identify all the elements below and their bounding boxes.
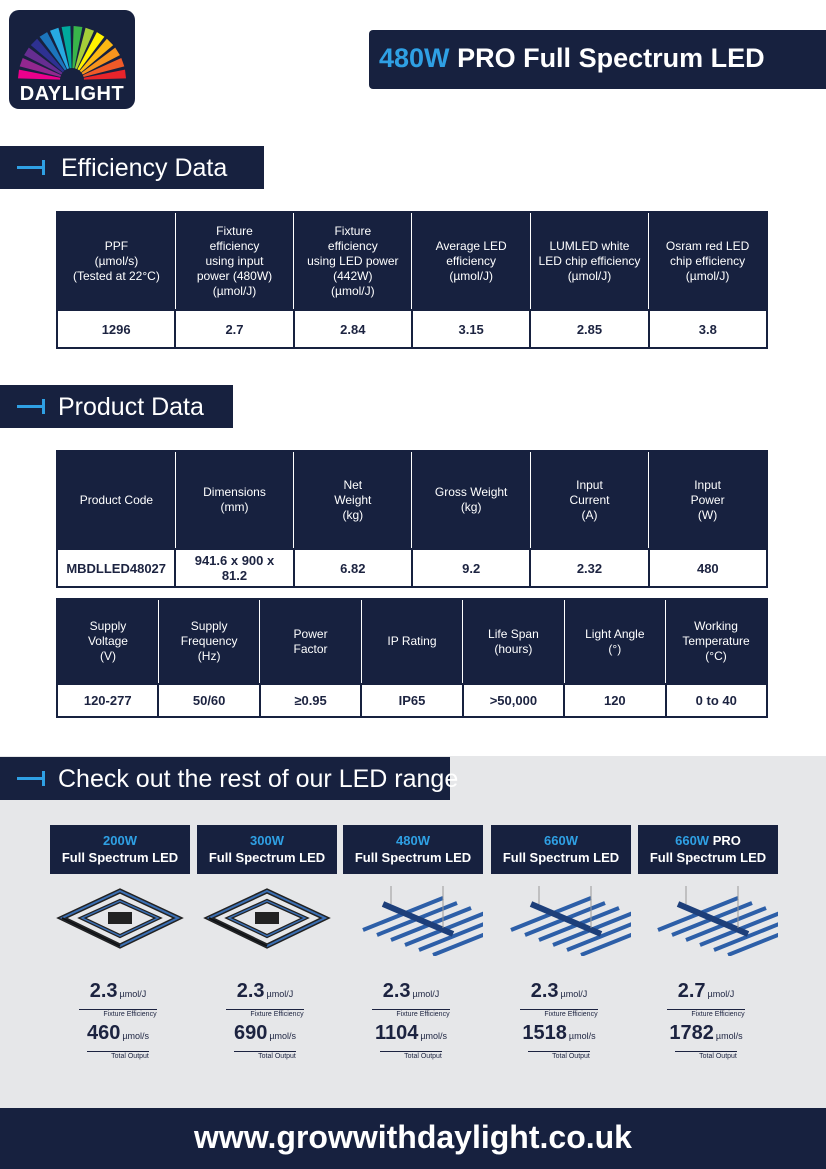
table-value-cell: 480 xyxy=(649,549,767,587)
range-card[interactable] xyxy=(638,825,778,956)
efficiency-stat xyxy=(48,980,188,1021)
table-value-cell: IP65 xyxy=(361,684,462,717)
table-header-cell: Input Current (A) xyxy=(530,451,648,549)
efficiency-stat xyxy=(636,980,776,1021)
output-stat xyxy=(636,1022,776,1063)
table-header-cell: Product Code xyxy=(57,451,175,549)
dash-icon xyxy=(17,777,45,780)
table-value-cell: ≥0.95 xyxy=(260,684,361,717)
output-unit: µmol/s xyxy=(715,1031,743,1041)
product-image xyxy=(638,886,778,956)
table-header-cell: Working Temperature (°C) xyxy=(666,599,767,684)
efficiency-label: Fixture Efficiency xyxy=(667,1009,744,1018)
range-card[interactable] xyxy=(343,825,483,956)
dash-icon xyxy=(17,166,45,169)
product-image xyxy=(197,886,337,956)
table-value-cell: MBDLLED48027 xyxy=(57,549,175,587)
table-header-cell: Gross Weight (kg) xyxy=(412,451,530,549)
efficiency-label: Fixture Efficiency xyxy=(372,1009,449,1018)
efficiency-value: 2.3 xyxy=(89,980,118,1002)
table-value-cell: 2.32 xyxy=(530,549,648,587)
output-value: 1518 xyxy=(522,1022,567,1044)
output-stat xyxy=(489,1022,629,1063)
output-unit: µmol/s xyxy=(269,1031,297,1041)
output-label: Total Output xyxy=(87,1051,149,1060)
range-card-label xyxy=(50,825,190,874)
table-header-cell: Average LED efficiency (µmol/J) xyxy=(412,212,530,310)
output-unit: µmol/s xyxy=(122,1031,150,1041)
table-header-cell: Supply Frequency (Hz) xyxy=(158,599,259,684)
range-card-label xyxy=(638,825,778,874)
efficiency-unit: µmol/J xyxy=(266,989,294,999)
efficiency-unit: µmol/J xyxy=(119,989,147,999)
brand-logo xyxy=(9,10,135,109)
title-wattage: 480W xyxy=(379,43,450,73)
table-header-cell: PPF (µmol/s) (Tested at 22°C) xyxy=(57,212,175,310)
section-efficiency-title: Efficiency Data xyxy=(61,154,228,182)
range-watt: 480W xyxy=(396,833,430,848)
page-title xyxy=(369,30,826,89)
product-image xyxy=(343,886,483,956)
table-value-cell: 2.84 xyxy=(294,310,412,348)
table-value-cell: 2.7 xyxy=(175,310,293,348)
square-fixture-icon xyxy=(209,891,325,946)
range-watt: 660W xyxy=(544,833,578,848)
range-watt: 300W xyxy=(250,833,284,848)
table-value-cell: >50,000 xyxy=(463,684,564,717)
product-image xyxy=(491,886,631,956)
logo-text: DAYLIGHT xyxy=(19,83,125,105)
range-card-label xyxy=(491,825,631,874)
efficiency-unit: µmol/J xyxy=(707,989,735,999)
range-label: Full Spectrum LED xyxy=(208,850,326,865)
range-label: Full Spectrum LED xyxy=(649,850,767,865)
efficiency-table xyxy=(56,211,768,349)
table-value-cell: 120-277 xyxy=(57,684,158,717)
output-value: 690 xyxy=(233,1022,268,1044)
section-product-header xyxy=(0,385,233,428)
range-card[interactable] xyxy=(197,825,337,956)
table-value-cell: 3.15 xyxy=(412,310,530,348)
square-fixture-icon xyxy=(62,891,178,946)
efficiency-unit: µmol/J xyxy=(412,989,440,999)
product-table-2 xyxy=(56,598,768,718)
range-label: Full Spectrum LED xyxy=(354,850,472,865)
bar-fixture-icon xyxy=(511,886,631,955)
table-header-cell: Light Angle (°) xyxy=(564,599,665,684)
section-product-title: Product Data xyxy=(58,393,204,421)
output-label: Total Output xyxy=(380,1051,442,1060)
efficiency-value: 2.3 xyxy=(530,980,559,1002)
output-stat xyxy=(341,1022,481,1063)
efficiency-value: 2.7 xyxy=(677,980,706,1002)
output-label: Total Output xyxy=(234,1051,296,1060)
table-header-cell: Input Power (W) xyxy=(649,451,767,549)
output-unit: µmol/s xyxy=(420,1031,448,1041)
range-watt: 200W xyxy=(103,833,137,848)
output-stat xyxy=(195,1022,335,1063)
table-value-cell: 6.82 xyxy=(294,549,412,587)
section-efficiency-header xyxy=(0,146,264,189)
table-header-cell: IP Rating xyxy=(361,599,462,684)
table-header-cell: Power Factor xyxy=(260,599,361,684)
output-stat xyxy=(48,1022,188,1063)
output-value: 1782 xyxy=(669,1022,714,1044)
title-name: PRO Full Spectrum LED xyxy=(457,43,765,73)
range-label: Full Spectrum LED xyxy=(61,850,179,865)
efficiency-label: Fixture Efficiency xyxy=(226,1009,303,1018)
range-card[interactable] xyxy=(491,825,631,956)
range-suffix: PRO xyxy=(709,833,741,848)
table-header-cell: Net Weight (kg) xyxy=(294,451,412,549)
table-header-cell: Life Span (hours) xyxy=(463,599,564,684)
table-value-cell: 120 xyxy=(564,684,665,717)
table-header-cell: LUMLED white LED chip efficiency (µmol/J) xyxy=(530,212,648,310)
output-value: 460 xyxy=(86,1022,121,1044)
dash-icon xyxy=(17,405,45,408)
table-value-cell: 0 to 40 xyxy=(666,684,767,717)
efficiency-unit: µmol/J xyxy=(560,989,588,999)
product-image xyxy=(50,886,190,956)
bar-fixture-icon xyxy=(363,886,483,955)
table-value-cell: 9.2 xyxy=(412,549,530,587)
range-card-label xyxy=(197,825,337,874)
efficiency-stat xyxy=(489,980,629,1021)
output-unit: µmol/s xyxy=(568,1031,596,1041)
efficiency-value: 2.3 xyxy=(382,980,411,1002)
output-label: Total Output xyxy=(528,1051,590,1060)
table-header-cell: Fixture efficiency using input power (480W) (µmol/J) xyxy=(175,212,293,310)
table-header-cell: Osram red LED chip efficiency (µmol/J) xyxy=(649,212,767,310)
efficiency-stat xyxy=(341,980,481,1021)
range-card-label xyxy=(343,825,483,874)
efficiency-label: Fixture Efficiency xyxy=(79,1009,156,1018)
product-table-1 xyxy=(56,450,768,588)
output-label: Total Output xyxy=(675,1051,737,1060)
table-value-cell: 1296 xyxy=(57,310,175,348)
range-card[interactable] xyxy=(50,825,190,956)
table-value-cell: 50/60 xyxy=(158,684,259,717)
section-range-header xyxy=(0,757,459,800)
range-watt: 660W xyxy=(675,833,710,848)
table-header-cell: Dimensions (mm) xyxy=(175,451,293,549)
table-header-cell: Supply Voltage (V) xyxy=(57,599,158,684)
range-label: Full Spectrum LED xyxy=(502,850,620,865)
bar-fixture-icon xyxy=(658,886,778,955)
table-value-cell: 941.6 x 900 x 81.2 xyxy=(175,549,293,587)
output-value: 1104 xyxy=(374,1022,419,1044)
table-value-cell: 3.8 xyxy=(649,310,767,348)
efficiency-label: Fixture Efficiency xyxy=(520,1009,597,1018)
footer-url[interactable]: www.growwithdaylight.co.uk xyxy=(0,1108,826,1169)
efficiency-stat xyxy=(195,980,335,1021)
section-range-title: Check out the rest of our LED range xyxy=(58,765,459,793)
table-header-cell: Fixture efficiency using LED power (442W) (µmol/J) xyxy=(294,212,412,310)
table-value-cell: 2.85 xyxy=(530,310,648,348)
efficiency-value: 2.3 xyxy=(236,980,265,1002)
